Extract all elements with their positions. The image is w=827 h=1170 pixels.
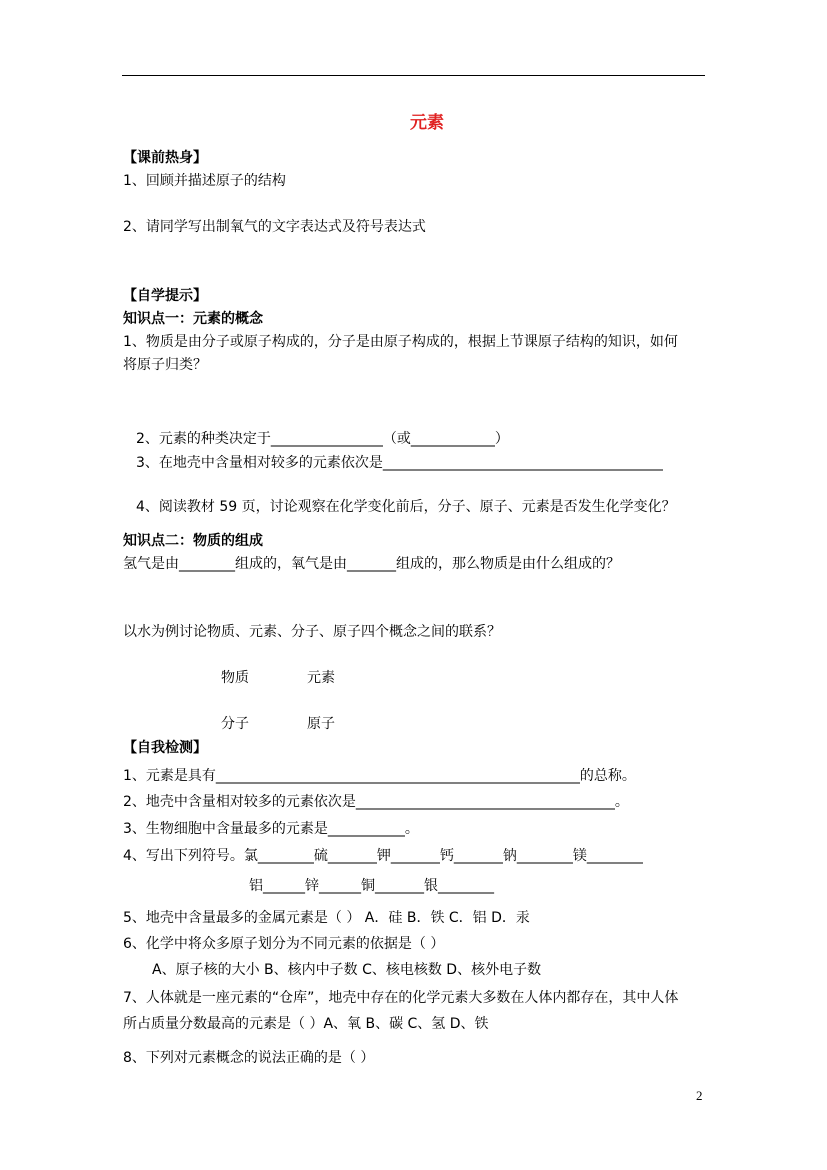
section-heading-warmup: 【课前热身】	[123, 150, 207, 166]
selftest-question-4-line1: 4、写出下列符号。氯________硫_______钾_______钙_______钠________镁________	[123, 848, 643, 864]
selftest-question-3: 3、生物细胞中含量最多的元素是___________。	[123, 821, 419, 837]
concept-word-substance: 物质	[221, 670, 249, 686]
section-heading-selfstudy: 【自学提示】	[123, 288, 207, 304]
selfstudy-question-1-line2: 将原子归类？	[123, 357, 207, 373]
selfstudy-question-4: 4、阅读教材 59 页，讨论观察在化学变化前后，分子、原子、元素是否发生化学变化？	[136, 499, 676, 515]
concept-word-element: 元素	[307, 670, 335, 686]
warmup-question-2: 2、请同学写出制氧气的文字表达式及符号表达式	[123, 219, 426, 235]
water-discussion-question: 以水为例讨论物质、元素、分子、原子四个概念之间的联系？	[123, 624, 501, 640]
warmup-question-1: 1、回顾并描述原子的结构	[123, 173, 286, 189]
selftest-question-7-line1: 7、人体就是一座元素的“仓库”，地壳中存在的化学元素大多数在人体内都存在，其中人体	[123, 990, 679, 1006]
selfstudy-question-3: 3、在地壳中含量相对较多的元素依次是________________________________________	[136, 455, 663, 471]
selftest-question-6-options: A、原子核的大小 B、核内中子数 C、核电核数 D、核外电子数	[152, 962, 542, 978]
section-heading-selftest: 【自我检测】	[123, 740, 207, 756]
selftest-question-4-line2: 铝______锌______铜_______银________	[249, 878, 494, 894]
concept-word-atom: 原子	[307, 716, 335, 732]
selftest-question-2: 2、地壳中含量相对较多的元素依次是_____________________________________。	[123, 794, 629, 810]
selftest-question-5: 5、地壳中含量最多的金属元素是（ ） A．硅 B．铁 C．铝 D．汞	[123, 910, 530, 926]
selftest-question-8: 8、下列对元素概念的说法正确的是（ ）	[123, 1050, 375, 1066]
header-rule	[122, 75, 705, 76]
selfstudy-question-2: 2、元素的种类决定于________________（或____________）	[136, 431, 509, 447]
selfstudy-question-1-line1: 1、物质是由分子或原子构成的，分子是由原子构成的，根据上节课原子结构的知识，如何	[123, 334, 678, 350]
knowledge-point-1: 知识点一：元素的概念	[123, 311, 263, 327]
page-number: 2	[696, 1088, 703, 1103]
selftest-question-7-line2: 所占质量分数最高的元素是（ ）A、氧 B、碳 C、氢 D、铁	[123, 1016, 489, 1032]
page-title: 元素	[410, 113, 444, 133]
selftest-question-6: 6、化学中将众多原子划分为不同元素的依据是（ ）	[123, 936, 445, 952]
composition-question: 氢气是由________组成的，氧气是由_______组成的，那么物质是由什么组成的？	[123, 556, 620, 572]
selftest-question-1: 1、元素是具有____________________________________________________的总称。	[123, 768, 636, 784]
concept-word-molecule: 分子	[221, 716, 249, 732]
knowledge-point-2: 知识点二：物质的组成	[123, 533, 263, 549]
